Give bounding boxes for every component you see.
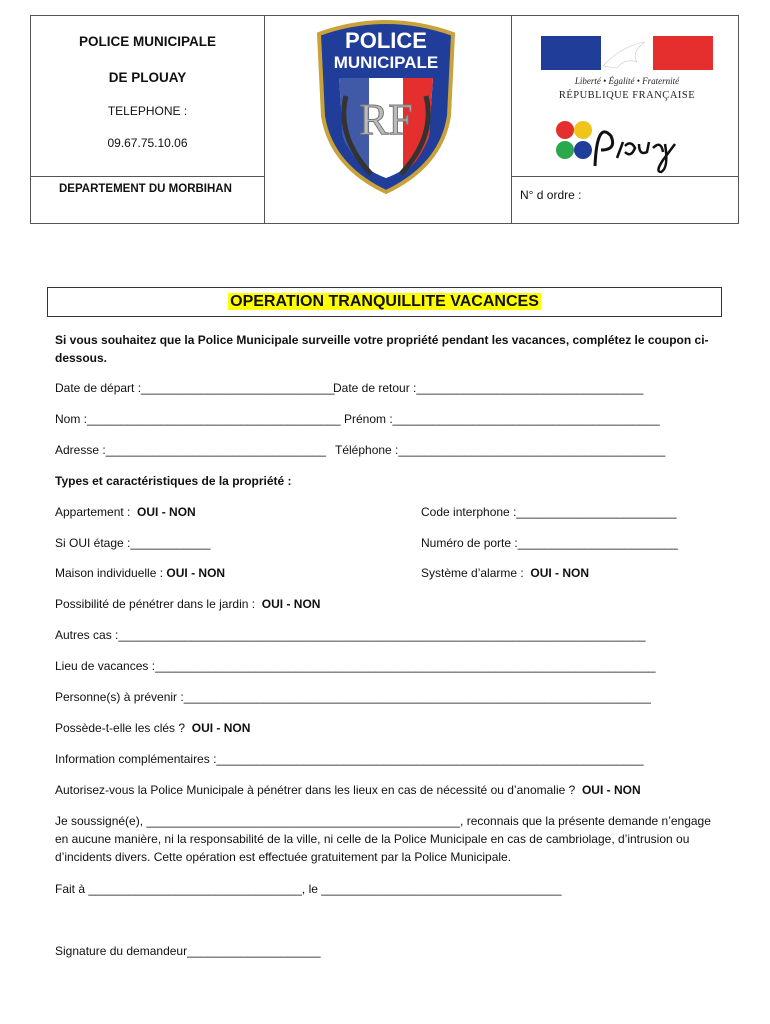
department-label: DEPARTEMENT DU MORBIHAN — [59, 183, 232, 195]
house-row — [55, 566, 225, 580]
authorization-label: Autorisez-vous la Police Municipale à pénétrer dans les lieux en cas de nécessité ou d’anomalie ? — [55, 783, 576, 797]
first-name-field[interactable]: Prénom :________________________________________ — [344, 412, 660, 426]
last-name-field[interactable]: Nom :______________________________________ — [55, 412, 341, 426]
signature-field[interactable]: Signature du demandeur____________________ — [55, 944, 321, 958]
header-table — [30, 15, 739, 224]
rf-motto: Liberté • Égalité • Fraternité — [574, 76, 680, 86]
intercom-code-field[interactable]: Code interphone :________________________ — [421, 505, 677, 519]
republique-francaise-logo — [541, 36, 713, 116]
phone-label: TELEPHONE : — [107, 104, 188, 118]
house-label: Maison individuelle : — [55, 566, 164, 580]
phone-number: 09.67.75.10.06 — [107, 136, 188, 150]
departure-date-field[interactable]: Date de départ :_____________________________ — [55, 381, 335, 395]
alarm-label: Système d’alarme : — [421, 566, 524, 580]
plouay-town-logo — [551, 116, 701, 176]
other-cases-field[interactable]: Autres cas :_______________________________________________________________________________ — [55, 628, 646, 642]
badge-bottom-text: MUNICIPALE — [333, 53, 439, 72]
telephone-field[interactable]: Téléphone :________________________________________ — [335, 443, 666, 457]
org-line-1: POLICE MUNICIPALE — [78, 34, 216, 49]
apartment-oui-non[interactable]: OUI - NON — [137, 505, 196, 519]
vacation-place-field[interactable]: Lieu de vacances :___________________________________________________________________________ — [55, 659, 656, 673]
garden-label: Possibilité de pénétrer dans le jardin : — [55, 597, 256, 611]
keys-label: Possède-t-elle les clés ? — [55, 721, 186, 735]
apartment-label: Appartement : — [55, 505, 131, 519]
return-date-field[interactable]: Date de retour :__________________________________ — [333, 381, 644, 395]
declaration-paragraph[interactable]: Je soussigné(e), _______________________________________________, reconnais que la présente demande n’engage en aucune manière, ni la responsabilité de la ville, ni celle de la Police Municipale en cas de cambriolage, d’intrusion ou d’incidents divers. Cette opération est effectuée gratuitement par la Police Municipale. — [55, 814, 711, 864]
floor-field[interactable]: Si OUI étage :____________ — [55, 536, 211, 550]
order-number-label: N° d ordre : — [520, 188, 582, 202]
door-number-field[interactable]: Numéro de porte :________________________ — [421, 536, 678, 550]
additional-info-field[interactable]: Information complémentaires :________________________________________________________________ — [55, 752, 644, 766]
form-title-box — [47, 287, 722, 317]
authorization-row — [55, 783, 641, 797]
header-divider-right — [511, 176, 738, 177]
rf-name: RÉPUBLIQUE FRANÇAISE — [558, 90, 696, 101]
property-types-heading: Types et caractéristiques de la propriété : — [55, 474, 292, 488]
place-date-field[interactable]: Fait à ________________________________, le ____________________________________ — [55, 882, 562, 896]
intro-text: Si vous souhaitez que la Police Municipale surveille votre propriété pendant les vacances, complétez le coupon ci-dessous. — [55, 333, 709, 365]
apartment-row — [55, 505, 196, 519]
keys-row — [55, 721, 250, 735]
house-oui-non[interactable]: OUI - NON — [166, 566, 226, 580]
header-divider-left — [31, 176, 264, 177]
address-field[interactable]: Adresse :_________________________________ — [55, 443, 326, 457]
badge-letters: RF — [359, 95, 413, 144]
garden-oui-non[interactable]: OUI - NON — [261, 597, 321, 611]
alarm-oui-non[interactable]: OUI - NON — [530, 566, 590, 580]
authorization-oui-non[interactable]: OUI - NON — [581, 783, 641, 797]
alarm-row — [421, 566, 589, 580]
form-title: OPERATION TRANQUILLITE VACANCES — [230, 293, 539, 310]
badge-top-text: POLICE — [345, 28, 427, 53]
contact-persons-field[interactable]: Personne(s) à prévenir :______________________________________________________________________ — [55, 690, 651, 704]
police-badge-logo — [311, 16, 461, 194]
garden-row — [55, 597, 320, 611]
keys-oui-non[interactable]: OUI - NON — [191, 721, 251, 735]
org-line-2: DE PLOUAY — [108, 70, 187, 85]
